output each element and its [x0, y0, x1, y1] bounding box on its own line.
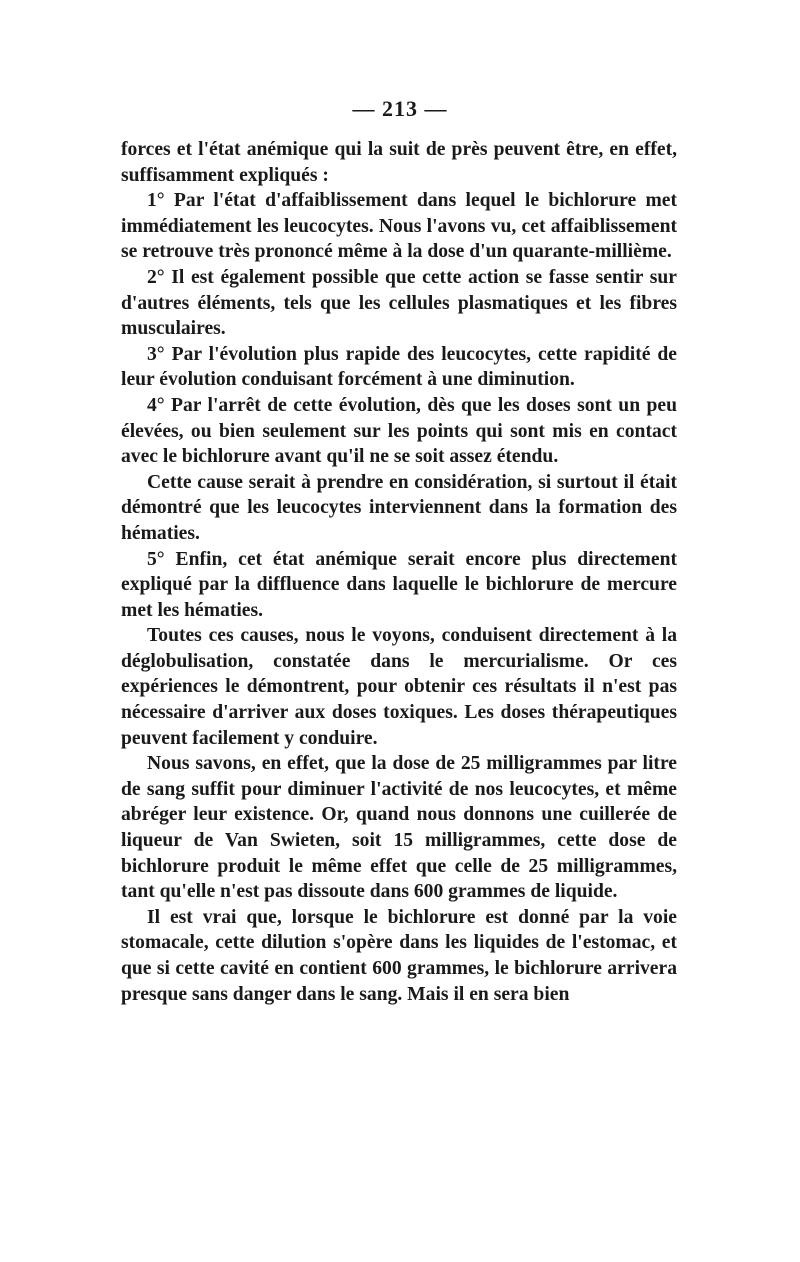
paragraph-point-1: 1° Par l'état d'affaiblissement dans lequel le bichlorure met immédiatement les leucocytes. Nous l'avons vu, cet affaiblissement se retrouve très prononcé même à la dose d'un quarante-millième. — [121, 190, 677, 263]
paragraph-cause: Cette cause serait à prendre en considération, si surtout il était démontré que les leucocytes interviennent dans la formation des hématies. — [121, 471, 677, 544]
paragraph-continuation: forces et l'état anémique qui la suit de près peuvent être, en effet, suffisamment expliqués : — [121, 139, 677, 186]
paragraph-point-3: 3° Par l'évolution plus rapide des leucocytes, cette rapidité de leur évolution conduisant forcément à une diminution. — [121, 343, 677, 391]
paragraph-point-2: 2° Il est également possible que cette action se fasse sentir sur d'autres éléments, tels que les cellules plasmatiques et les fibres musculaires. — [121, 266, 677, 340]
page-number: — 213 — — [352, 96, 448, 121]
paragraph-point-5: 5° Enfin, cet état anémique serait encore plus directement expliqué par la diffluence dans laquelle le bichlorure de mercure met les hématies. — [121, 548, 677, 621]
paragraph-point-4: 4° Par l'arrêt de cette évolution, dès que les doses sont un peu élevées, ou bien seulement sur les points qui sont mis en contact avec le bichlorure avant qu'il ne se soit assez étendu. — [121, 394, 677, 468]
paragraph-stomach: Il est vrai que, lorsque le bichlorure est donné par la voie stomacale, cette dilution s'opère dans les liquides de l'estomac, et que si cette cavité en contient 600 grammes, le bichlorure arrivera presque sans danger dans le sang. Mais il en sera bien — [121, 906, 677, 1005]
paragraph-doses: Nous savons, en effet, que la dose de 25 milligrammes par litre de sang suffit pour diminuer l'activité de nos leucocytes, et même abréger leur existence. Or, quand nous donnons une cuillerée de liqueur de Van Swieten, soit 15 milligrammes, cette dose de bichlorure produit le même effet que celle de 25 milligrammes, tant qu'elle n'est pas dissoute dans 600 grammes de liquide. — [121, 753, 677, 903]
body-text — [121, 137, 677, 1007]
paragraph-causes: Toutes ces causes, nous le voyons, conduisent directement à la déglobulisation, constatée dans le mercurialisme. Or ces expériences le démontrent, pour obtenir ces résultats il n'est pas nécessaire d'arriver aux doses toxiques. Les doses thérapeutiques peuvent facilement y conduire. — [121, 625, 677, 749]
